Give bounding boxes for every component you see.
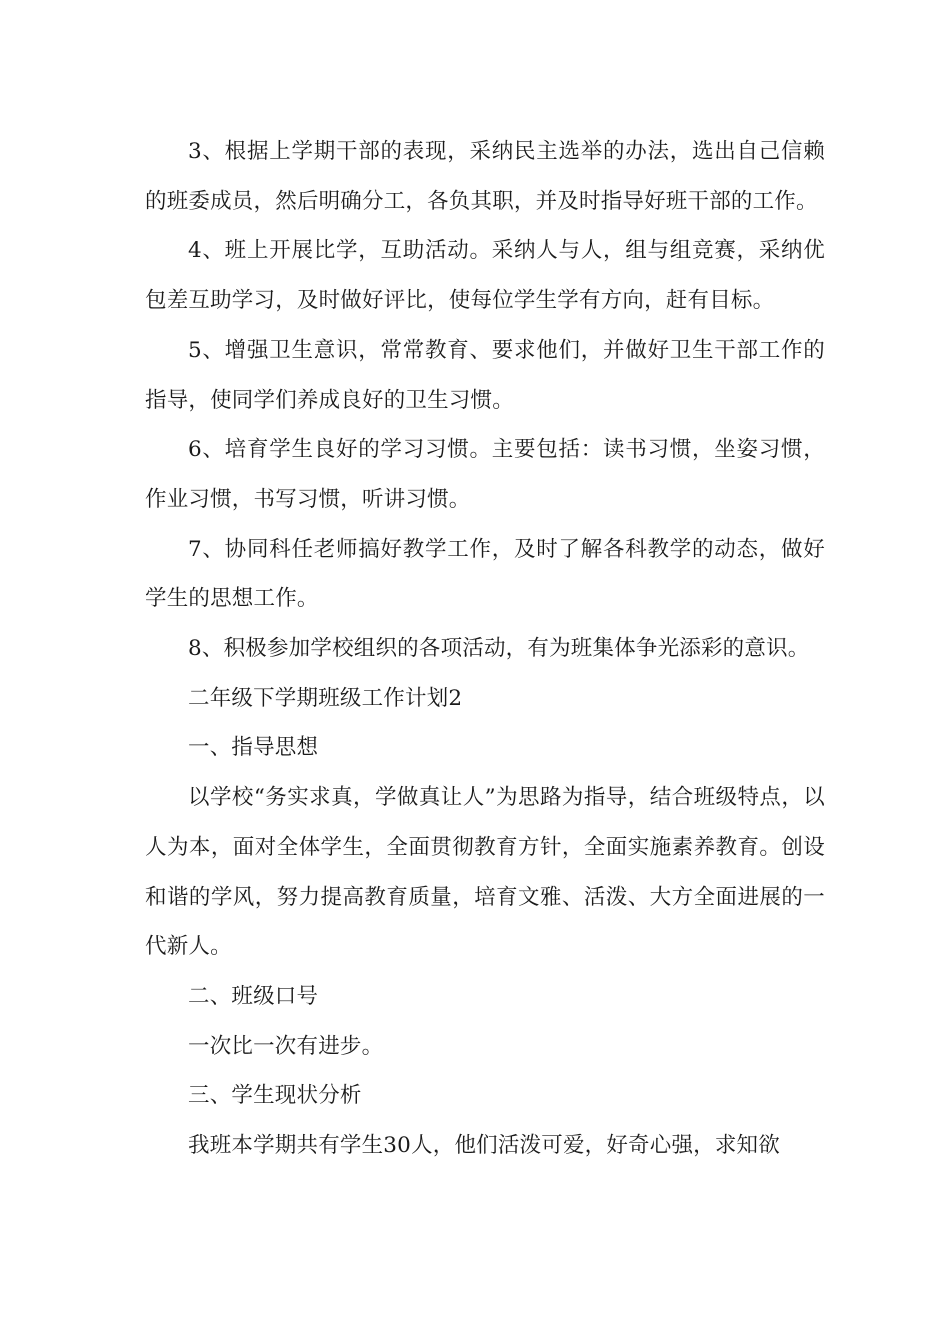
paragraph-item-3: 3、根据上学期干部的表现，采纳民主选举的办法，选出自己信赖的班委成员，然后明确分工，各负其职，并及时指导好班干部的工作。: [145, 139, 825, 214]
heading-student-analysis: 三、学生现状分析: [188, 1083, 362, 1109]
paragraph-item-4: 4、班上开展比学，互助活动。采纳人与人，组与组竞赛，采纳优包差互助学习，及时做好评比，使每位学生学有方向，赶有目标。: [145, 238, 825, 314]
paragraph-item-5: 5、增强卫生意识，常常教育、要求他们，并做好卫生干部工作的指导，使同学们养成良好的卫生习惯。: [145, 337, 825, 413]
paragraph-item-6: 6、培育学生良好的学习习惯。主要包括：读书习惯，坐姿习惯，作业习惯，书写习惯，听讲习惯。: [145, 437, 825, 512]
heading-guiding-thought: 一、指导思想: [188, 735, 319, 761]
document-body: [145, 127, 825, 1171]
section-title: 二年级下学期班级工作计划2: [188, 685, 463, 711]
paragraph-student-analysis: 我班本学期共有学生30人，他们活泼可爱，好奇心强，求知欲: [188, 1133, 780, 1159]
paragraph-class-slogan: 一次比一次有进步。: [188, 1033, 384, 1059]
paragraph-item-7: 7、协同科任老师搞好教学工作，及时了解各科教学的动态，做好学生的思想工作。: [145, 536, 825, 612]
heading-class-slogan: 二、班级口号: [188, 983, 319, 1009]
paragraph-guiding-thought: 以学校“务实求真，学做真让人”为思路为指导，结合班级特点，以人为本，面对全体学生，全面贯彻教育方针，全面实施素养教育。创设和谐的学风，努力提高教育质量，培育文雅、活泼、大方全面进展的一代新人。: [145, 785, 825, 960]
paragraph-item-8: 8、积极参加学校组织的各项活动，有为班集体争光添彩的意识。: [188, 636, 810, 662]
